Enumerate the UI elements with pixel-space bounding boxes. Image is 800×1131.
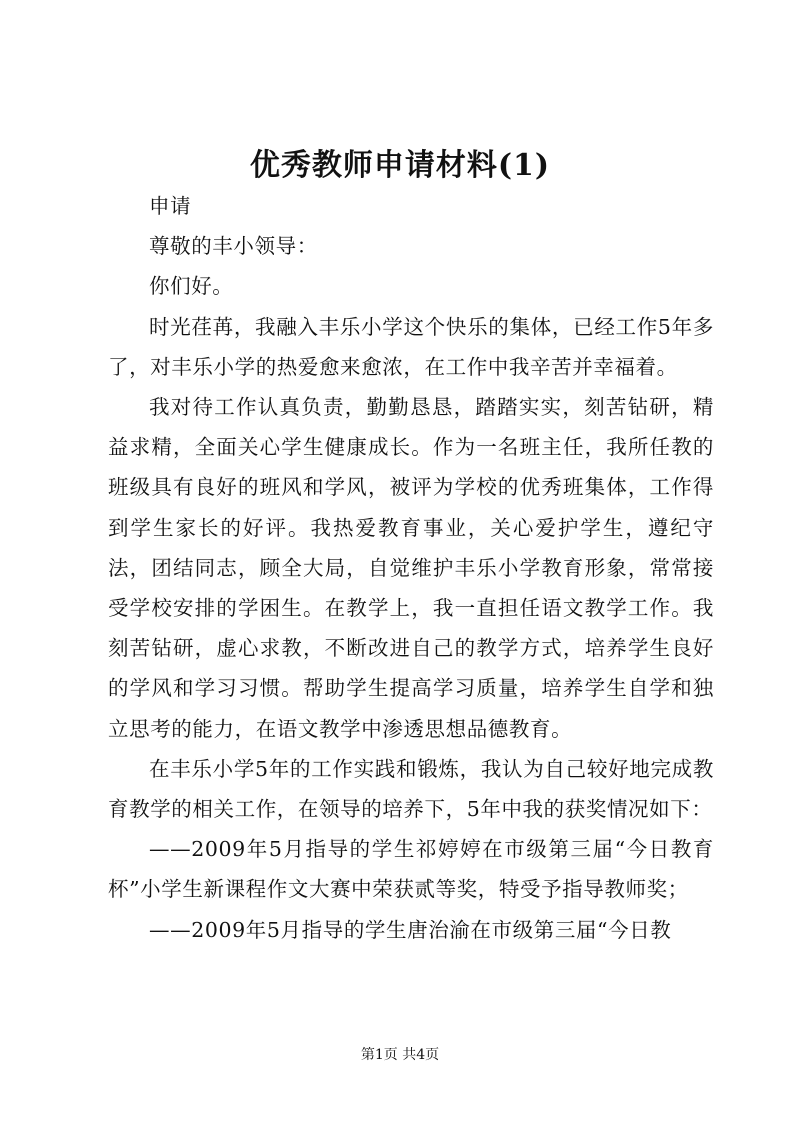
paragraph-salutation-heading: 申请 [149,194,192,218]
paragraph-award-1: ——2009年5月指导的学生祁婷婷在市级第三届“今日教育杯”小学生新课程作文大赛中荣获贰等奖，特受予指导教师奖； [108,837,714,902]
document-body [108,186,714,950]
paragraph-greeting: 尊敬的丰小领导： [149,234,318,259]
document-title: 优秀教师申请材料(1) [249,148,551,183]
page-number-footer: 第1页 共4页 [360,1047,440,1063]
paragraph-work-attitude: 我对待工作认真负责，勤勤恳恳，踏踏实实，刻苦钻研，精益求精，全面关心学生健康成长。作为一名班主任，我所任教的班级具有良好的班风和学风，被评为学校的优秀班集体，工作得到学生家长的好评。我热爱教育事业，关心爱护学生，遵纪守法，团结同志，顾全大局，自觉维护丰乐小学教育形象，常常接受学校安排的学困生。在教学上，我一直担任语文教学工作。我刻苦钻研，虚心求教，不断改进自己的教学方式，培养学生良好的学风和学习习惯。帮助学生提高学习质量，培养学生自学和独立思考的能力，在语文教学中渗透思想品德教育。 [108,395,714,741]
paragraph-award-2: ——2009年5月指导的学生唐治渝在市级第三届“今日教 [149,917,672,942]
paragraph-intro: 时光荏苒，我融入丰乐小学这个快乐的集体，已经工作5年多了，对丰乐小学的热爱愈来愈浓，在工作中我辛苦并幸福着。 [108,314,714,379]
paragraph-hello: 你们好。 [149,274,234,299]
paragraph-achievements-intro: 在丰乐小学5年的工作实践和锻炼，我认为自己较好地完成教育教学的相关工作，在领导的培养下，5年中我的获奖情况如下： [108,756,714,822]
